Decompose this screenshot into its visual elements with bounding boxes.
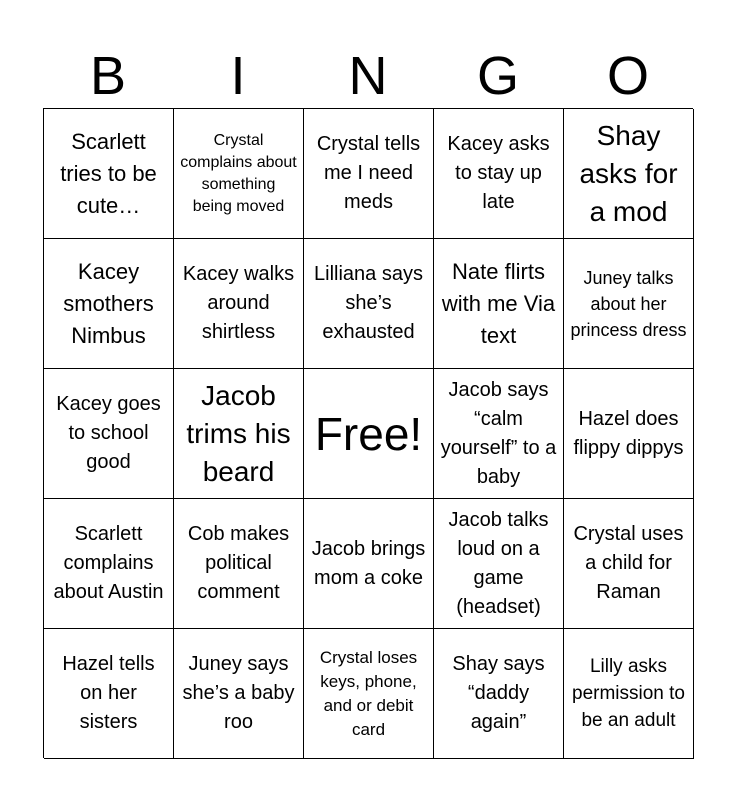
bingo-cell[interactable]	[44, 369, 174, 499]
bingo-cell[interactable]	[174, 499, 304, 629]
bingo-grid	[43, 108, 693, 758]
cell-text: Jacob talks loud on a game (headset)	[448, 508, 549, 618]
cell-text: Nate flirts with me Via text	[441, 258, 556, 348]
cell-text: Scarlett complains about Austin	[53, 523, 164, 603]
bingo-cell[interactable]	[434, 629, 564, 759]
header-letter-b: B	[89, 46, 127, 106]
cell-text: Jacob brings mom a coke	[311, 537, 426, 589]
bingo-cell[interactable]	[564, 369, 694, 499]
cell-text: Shay asks for a mod	[579, 119, 678, 227]
bingo-cell[interactable]	[174, 239, 304, 369]
bingo-cell[interactable]	[564, 109, 694, 239]
cell-text: Hazel does flippy dippys	[573, 407, 684, 459]
bingo-cell[interactable]	[174, 109, 304, 239]
bingo-cell[interactable]	[44, 499, 174, 629]
header-letter-n: N	[348, 46, 388, 106]
bingo-cell[interactable]	[434, 499, 564, 629]
cell-text: Crystal complains about something being moved	[180, 131, 297, 215]
cell-text: Juney talks about her princess dress	[570, 267, 687, 340]
cell-text: Kacey goes to school good	[56, 393, 161, 473]
cell-text: Kacey smothers Nimbus	[63, 258, 154, 348]
cell-text: Lilliana says she’s exhausted	[314, 263, 423, 343]
cell-text: Jacob trims his beard	[186, 379, 291, 487]
cell-text: Scarlett tries to be cute…	[60, 128, 157, 218]
cell-text: Hazel tells on her sisters	[62, 653, 155, 733]
free-space-text: Free!	[314, 407, 423, 460]
bingo-cell[interactable]	[564, 239, 694, 369]
cell-text: Cob makes political comment	[187, 523, 290, 603]
header-letter-g: G	[476, 46, 519, 106]
bingo-cell[interactable]	[304, 629, 434, 759]
bingo-cell[interactable]	[174, 629, 304, 759]
header-letter-i: I	[230, 46, 246, 106]
bingo-cell[interactable]	[434, 109, 564, 239]
bingo-cell[interactable]	[304, 239, 434, 369]
cell-text: Lilly asks permission to be an adult	[572, 656, 685, 731]
cell-text: Crystal uses a child for Raman	[573, 523, 684, 603]
header-letter-o: O	[606, 46, 649, 106]
bingo-cell[interactable]	[304, 499, 434, 629]
free-space-cell[interactable]	[304, 369, 434, 499]
cell-text: Crystal loses keys, phone, and or debit card	[319, 647, 418, 739]
cell-text: Jacob says “calm yourself” to a baby	[440, 378, 557, 488]
bingo-cell[interactable]	[44, 109, 174, 239]
bingo-cell[interactable]	[304, 109, 434, 239]
cell-text: Shay says “daddy again”	[452, 653, 545, 733]
bingo-cell[interactable]	[434, 369, 564, 499]
bingo-cell[interactable]	[434, 239, 564, 369]
cell-text: Kacey asks to stay up late	[447, 133, 550, 213]
cell-text: Juney says she’s a baby roo	[182, 653, 295, 733]
bingo-cell[interactable]	[44, 239, 174, 369]
bingo-cell[interactable]	[564, 629, 694, 759]
bingo-cell[interactable]	[174, 369, 304, 499]
bingo-header	[43, 44, 693, 108]
bingo-cell[interactable]	[564, 499, 694, 629]
cell-text: Crystal tells me I need meds	[316, 133, 421, 213]
cell-text: Kacey walks around shirtless	[182, 263, 295, 343]
bingo-cell[interactable]	[44, 629, 174, 759]
